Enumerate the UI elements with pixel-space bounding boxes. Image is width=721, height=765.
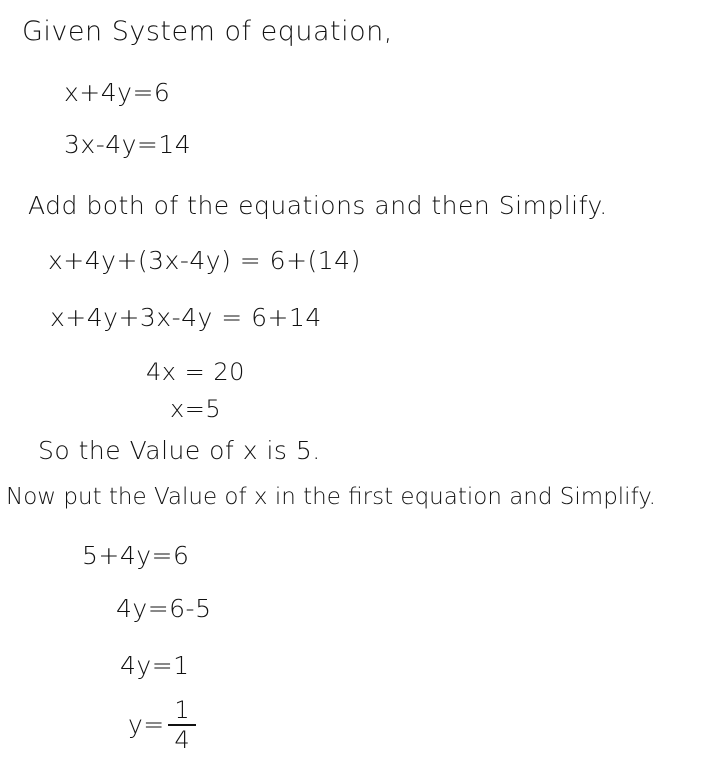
- fraction-denominator: 4: [174, 726, 190, 754]
- add-instruction-line: Add both of the equations and then Simplify.: [28, 191, 608, 220]
- add-step-2: x+4y+3x-4y = 6+14: [50, 303, 322, 332]
- intro-line: Given System of equation,: [22, 16, 393, 47]
- equation-2: 3x-4y=14: [64, 130, 192, 159]
- final-answer-lhs: y=: [128, 710, 165, 739]
- substitute-instruction-line: Now put the Value of x in the first equation and Simplify.: [6, 484, 656, 510]
- fraction-numerator: 1: [174, 696, 190, 724]
- conclusion-line: So the Value of x is 5.: [38, 436, 321, 465]
- substitute-step-1: 5+4y=6: [82, 541, 190, 570]
- add-step-1: x+4y+(3x-4y) = 6+(14): [48, 246, 361, 275]
- add-step-3: 4x = 20: [146, 358, 245, 386]
- add-step-4: x=5: [170, 395, 222, 423]
- final-answer-fraction: [168, 698, 196, 752]
- substitute-step-2: 4y=6-5: [116, 594, 212, 623]
- equation-1: x+4y=6: [64, 78, 171, 107]
- substitute-step-3: 4y=1: [120, 651, 190, 680]
